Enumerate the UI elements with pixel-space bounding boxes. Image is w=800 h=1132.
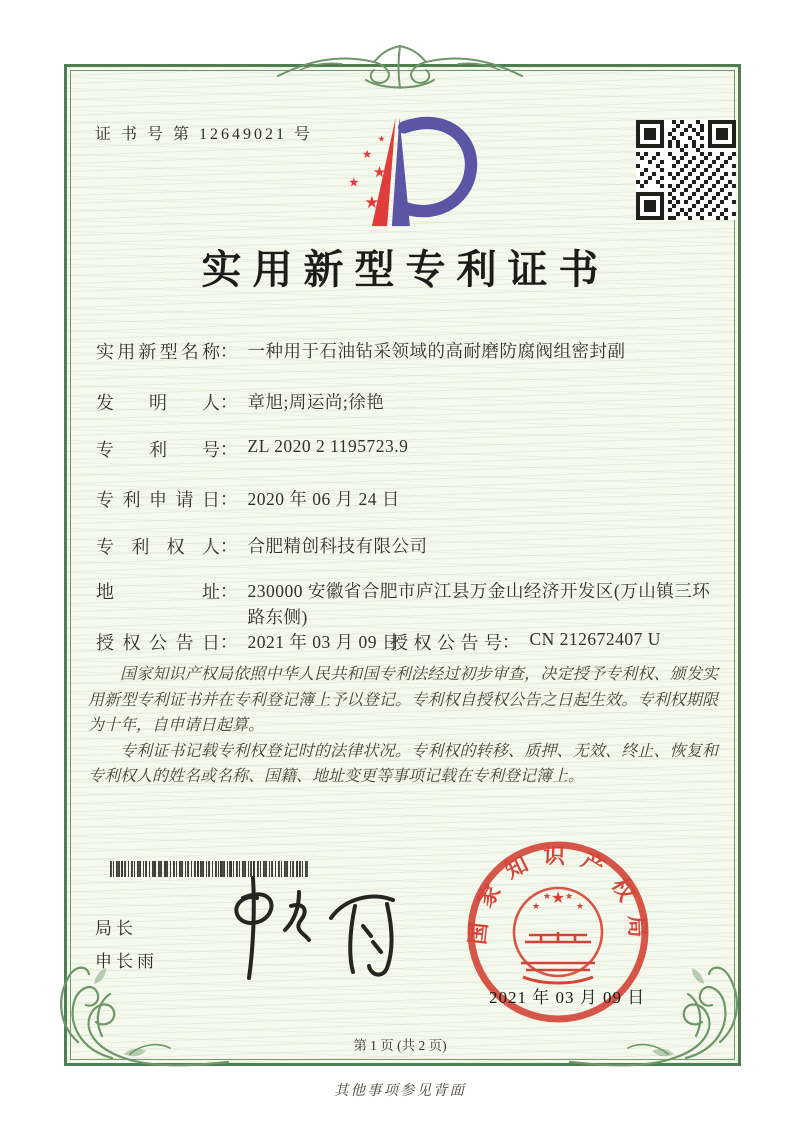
field-label: 专利号: [96, 440, 220, 460]
page-number: 第 1 页 (共 2 页): [353, 1038, 447, 1053]
grant-date-value: 2021 年 03 月 09 日: [247, 632, 400, 652]
grant-number-group: [390, 629, 661, 655]
field-label: 授权公告日: [96, 633, 220, 653]
field-value: 合肥精创科技有限公司: [247, 536, 428, 556]
field-row-utility-model-name: [96, 338, 626, 364]
qr-code: [636, 120, 736, 220]
field-label: 地址: [96, 582, 220, 602]
logo-star-icon: ★: [362, 148, 373, 161]
field-label: 专利申请日: [96, 490, 220, 510]
seal-star-icon: ★: [531, 901, 541, 911]
field-row-patent-number: [96, 436, 408, 462]
seal-star-icon: ★: [542, 891, 552, 901]
field-value: ZL 2020 2 1195723.9: [247, 436, 409, 456]
cnipa-logo-icon: [332, 108, 484, 236]
field-colon: ：: [220, 341, 238, 361]
logo-star-icon: ★: [372, 163, 387, 181]
logo-star-icon: ★: [377, 133, 386, 144]
seal-star-icon: ★: [550, 890, 566, 907]
seal-date: 2021 年 03 月 09 日: [489, 988, 646, 1007]
field-row-inventors: [96, 389, 384, 415]
field-row-grant: [96, 629, 661, 655]
field-colon: ：: [220, 632, 238, 652]
legal-paragraph-1: 国家知识产权局依照中华人民共和国专利法经过初步审查，决定授予专利权、颁发实用新型专利证书并在专利登记簿上予以登记。专利权自授权公告之日起生效。专利权期限为十年，自申请日起算。: [88, 666, 718, 734]
field-colon: ：: [220, 439, 238, 459]
field-value: 章旭;周运尚;徐艳: [247, 392, 385, 412]
grant-number-value: CN 212672407 U: [529, 629, 661, 649]
field-colon: ：: [220, 536, 238, 556]
field-value: 一种用于石油钻采领域的高耐磨防腐阀组密封副: [247, 341, 626, 361]
seal-star-icon: ★: [564, 891, 574, 901]
back-side-note: 其他事项参见背面: [334, 1083, 466, 1099]
field-colon: ：: [220, 392, 238, 412]
field-label: 专利权人: [96, 537, 220, 557]
director-title: 局长: [95, 919, 137, 938]
legal-paragraph-2: 专利证书记载专利权登记时的法律状况。专利权的转移、质押、无效、终止、恢复和专利权人的姓名或名称、国籍、地址变更等事项记载在专利登记簿上。: [88, 742, 718, 785]
legal-text: [88, 662, 718, 790]
field-row-address: [96, 578, 720, 630]
certificate-number: 证 书 号 第 12649021 号: [95, 126, 314, 143]
field-label: 实用新型名称: [96, 342, 220, 362]
logo-star-icon: ★: [364, 193, 380, 213]
seal-star-icon: ★: [575, 901, 585, 911]
field-colon: ：: [220, 581, 238, 601]
director-name: 申长雨: [95, 952, 158, 971]
seal-ring-text: 国家知识产权局: [464, 842, 651, 952]
director-signature: [195, 870, 415, 985]
certificate-title: 实用新型专利证书: [201, 247, 610, 292]
field-label: 发明人: [96, 393, 220, 413]
field-label: 授权公告号: [390, 633, 502, 653]
field-row-filing-date: [96, 486, 400, 512]
field-value: 230000 安徽省合肥市庐江县万金山经济开发区(万山镇三环路东侧): [247, 581, 711, 627]
field-value: 2020 年 06 月 24 日: [247, 489, 400, 509]
field-row-patentee: [96, 533, 428, 559]
logo-star-icon: ★: [348, 175, 360, 190]
field-colon: ：: [502, 632, 520, 652]
field-colon: ：: [220, 489, 238, 509]
